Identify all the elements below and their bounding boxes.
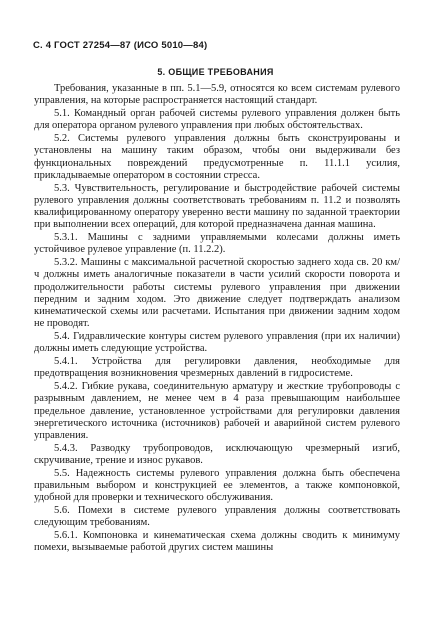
paragraph-5-6-1: 5.6.1. Компоновка и кинематическая схема должны сводить к минимуму помехи, вызываемые работой других систем машины (34, 530, 400, 554)
paragraph-5-2: 5.2. Системы рулевого управления должны быть сконструированы и установлены на машину таким образом, чтобы они выдерживали без функциональных повреждений предусмотренные п. 11.1.1 усилия, прикладываемые оператором в состоянии стресса. (34, 133, 400, 181)
paragraph-5-5: 5.5. Надежность системы рулевого управления должна быть обеспечена правильным выбором и конструкцией ее элементов, а также компоновкой, удобной для проверки и технического обслуживания. (34, 467, 400, 504)
paragraph-5-6: 5.6. Помехи в системе рулевого управления должны соответствовать следующим требованиям. (34, 505, 400, 529)
paragraph-5-1: 5.1. Командный орган рабочей системы рулевого управления должен быть для оператора органом рулевого управления при любых обстоятельствах. (34, 108, 400, 132)
paragraph-5-4-1: 5.4.1. Устройства для регулировки давления, необходимые для предотвращения возникновения чрезмерных давлений в гидросистеме. (34, 356, 400, 380)
paragraph-5-4: 5.4. Гидравлические контуры систем рулевого управления (при их наличии) должны иметь следующие устройства. (34, 331, 400, 355)
paragraph-5-3-1: 5.3.1. Машины с задними управляемыми колесами должны иметь устойчивое рулевое управление (п. 11.2.2). (34, 232, 400, 256)
paragraph-intro: Требования, указанные в пп. 5.1—5.9, относятся ко всем системам рулевого управления, на которые распространяется настоящий стандарт. (34, 83, 400, 107)
body-text (34, 83, 400, 555)
paragraph-5-4-2: 5.4.2. Гибкие рукава, соединительную арматуру и жесткие трубопроводы с разрывным давлением, не менее чем в 4 раза превышающим наибольшее предельное давление, установленное устройствами для регулировки давления энергетического источника (источников) рабочей и аварийной систем рулевого управления. (34, 381, 400, 441)
paragraph-5-4-3: 5.4.3. Разводку трубопроводов, исключающую чрезмерный изгиб, скручивание, трение и износ рукавов. (34, 442, 400, 466)
paragraph-5-3-2: 5.3.2. Машины с максимальной расчетной скоростью заднего хода св. 20 км/ч должны иметь аналогичные показатели в части усилий скорости поворота и продолжительности работы системы рулевого управления при движении передним и задним ходом. Это движение следует подтверждать анализом кинематической схемы или расчетами. Испытания при движении задним ходом не проводят. (34, 257, 400, 330)
running-header: С. 4 ГОСТ 27254—87 (ИСО 5010—84) (33, 40, 208, 51)
paragraph-5-3: 5.3. Чувствительность, регулирование и быстродействие рабочей системы рулевого управления должны соответствовать требованиям п. 11.2 и позволять квалифицированному оператору уверенно вести машину по заданной траектории при выполнении всех операций, для которой предназначена данная машина. (34, 182, 400, 231)
section-title: 5. ОБЩИЕ ТРЕБОВАНИЯ (157, 67, 274, 77)
